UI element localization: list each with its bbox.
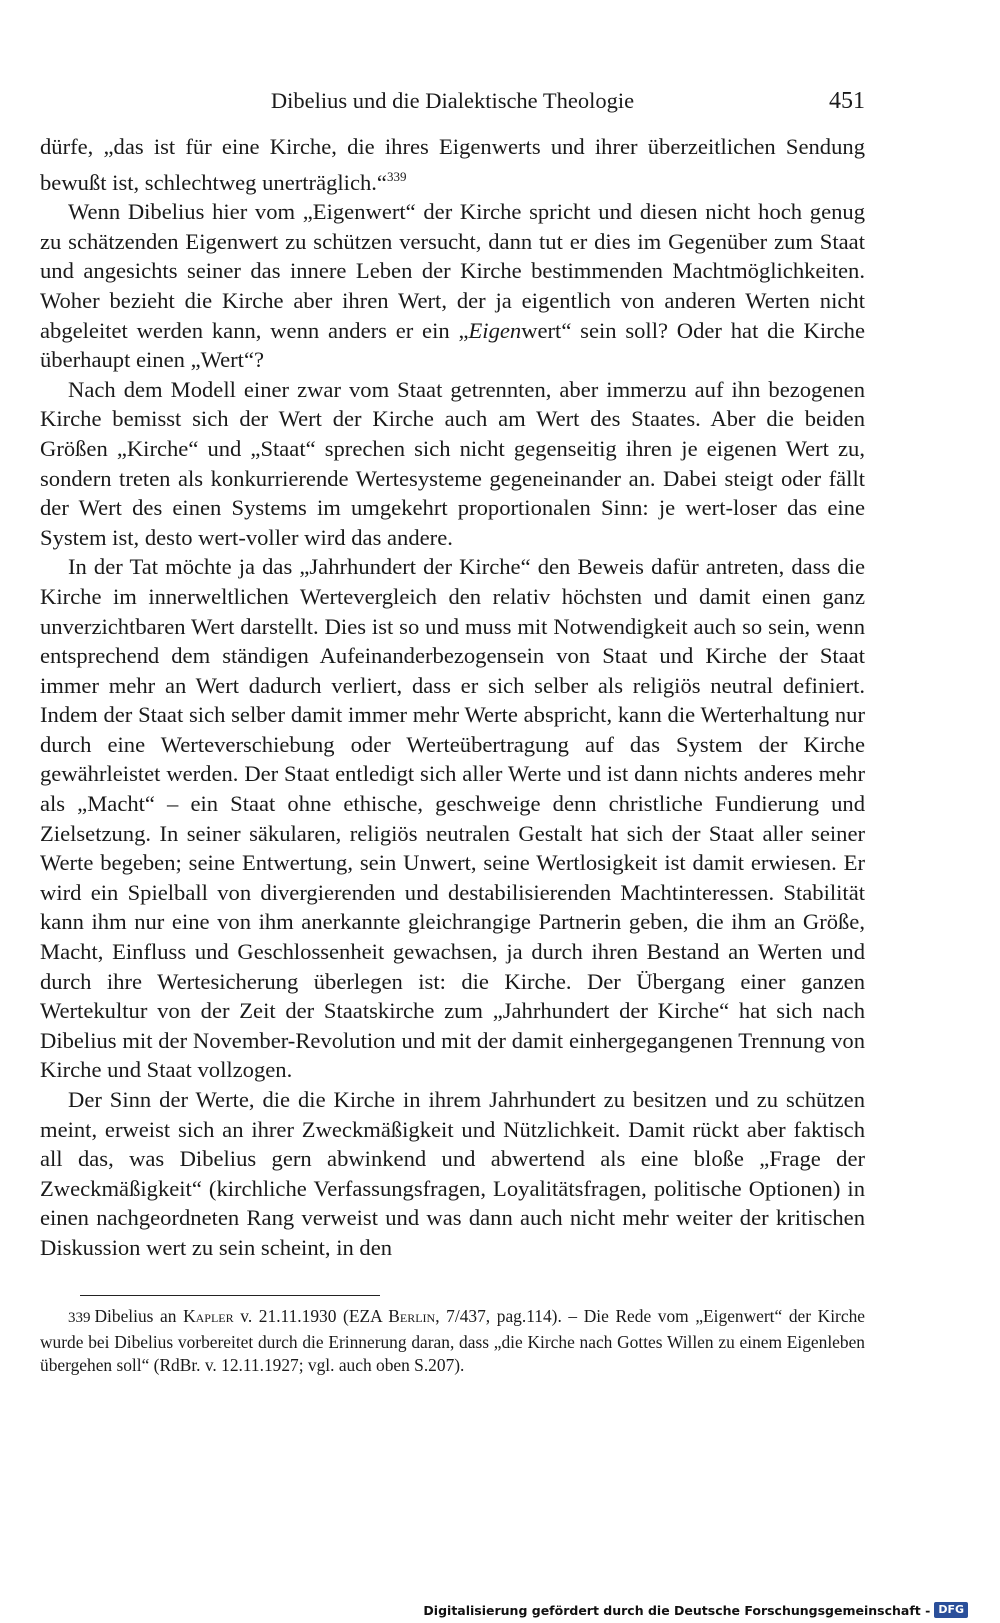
body-text — [40, 132, 865, 1263]
footnote-text-1: Dibelius an — [94, 1306, 184, 1326]
paragraph-2-text-a: Wenn Dibelius hier vom „Eigenwert“ der Kirche spricht und diesen nicht hoch genug zu schätzenden Eigenwert zu schützen versucht, dann tut er dies im Gegenüber zum Staat und angesichts seiner das innere Leben der Kirche bestimmenden Machtmöglichkeiten. Woher bezieht die Kirche aber ihren Wert, der ja eigentlich von anderen Werten nicht abgeleitet werden kann, wenn anders er ein „ — [40, 199, 865, 343]
footnote-text-2: v. 21.11.1930 (EZA — [233, 1306, 389, 1326]
footnote-name-kapler: Kapler — [183, 1306, 234, 1326]
footnote-name-berlin: Berlin — [388, 1306, 436, 1326]
paragraph-1 — [40, 132, 865, 197]
footnote-reference: 339 — [386, 168, 407, 184]
footnote-number: 339 — [68, 1310, 91, 1326]
page-number: 451 — [829, 88, 865, 114]
running-title: Dibelius und die Dialektische Theologie — [270, 88, 635, 113]
footnote-text-3: , 7/437, pag.114). – Die Rede vom „Eigenwert“ der Kirche wurde bei Dibelius vorbereitet durch die Erinnerung daran, dass „die Kirche nach Gottes Willen zu einem Eigenleben übergehen soll“ (RdBr. v. 12.11.1927; vgl. auch oben S.207). — [40, 1306, 865, 1375]
paragraph-3: Nach dem Modell einer zwar vom Staat getrennten, aber immerzu auf ihn bezogenen Kirche bemisst sich der Wert der Kirche auch am Wert des Staates. Aber die beiden Größen „Kirche“ und „Staat“ sprechen sich nicht gegenseitig ihren je eigenen Wert zu, sondern treten als konkurrierende Wertesysteme gegeneinander an. Dabei steigt oder fällt der Wert des einen Systems im umgekehrt proportionalen Sinn: je wert-loser das eine System ist, desto wert-voller wird das andere. — [40, 376, 865, 550]
scan-credit-text: Digitalisierung gefördert durch die Deutsche Forschungsgemeinschaft - — [423, 1602, 931, 1618]
footnote-divider — [80, 1295, 380, 1296]
paragraph-4: In der Tat möchte ja das „Jahrhundert der Kirche“ den Beweis dafür antreten, dass die Kirche im innerweltlichen Wertevergleich den relativ höchsten und damit einen ganz unverzichtbaren Wert darstellt. Dies ist so und muss mit Notwendigkeit auch so sein, wenn entsprechend dem ständigen Aufeinanderbezogensein von Staat und Kirche der Staat immer mehr an Wert dadurch verliert, dass er sich selber als religiös neutral definiert. Indem der Staat sich selber damit immer mehr Werte abspricht, kann die Werterhaltung nur durch eine Werteverschiebung oder Werteübertragung auf das System der Kirche gewährleistet werden. Der Staat entledigt sich aller Werte und ist dann nichts anderes mehr als „Macht“ – ein Staat ohne ethische, geschweige denn christliche Fundierung und Zielsetzung. In seiner säkularen, religiös neutralen Gestalt hat sich der Staat aller seiner Werte begeben; seine Entwertung, sein Unwert, seine Wertlosigkeit ist damit erwiesen. Er wird ein Spielball von divergierenden und destabilisierenden Machtinteressen. Stabilität kann ihm nur eine von ihm anerkannte gleichrangige Partnerin geben, die ihm an Größe, Macht, Einfluss und Geschlossenheit gewachsen, ja durch ihren Bestand an Werten und durch ihre Wertesicherung überlegen ist: die Kirche. Der Übergang einer ganzen Wertekultur von der Zeit der Staatskirche zum „Jahrhundert der Kirche“ hat sich nach Dibelius mit der November-Revolution und mit der damit einhergegangenen Trennung von Kirche und Staat vollzogen. — [40, 554, 865, 1083]
dfg-logo-icon: DFG — [934, 1602, 968, 1618]
paragraph-2 — [40, 197, 865, 375]
running-head — [40, 84, 865, 118]
paragraph-5: Der Sinn der Werte, die die Kirche in ihrem Jahrhundert zu besitzen und zu schützen meint, erweist sich an ihrer Zweckmäßigkeit und Nützlichkeit. Damit rückt aber faktisch all das, was Dibelius gern abwinkend und abwertend als eine bloße „Frage der Zweckmäßigkeit“ (kirchliche Verfassungsfragen, Loyalitätsfragen, politische Optionen) in einen nachgeordneten Rang verweist und was dann auch nicht mehr weiter der kritischen Diskussion wert zu sein scheint, in den — [40, 1087, 865, 1260]
paragraph-2-text-b: wert“ sein soll? Oder hat die Kirche überhaupt einen „Wert“? — [40, 317, 865, 373]
footnote-text — [40, 1305, 865, 1378]
paragraph-2-emphasis: Eigen — [468, 317, 522, 343]
paragraph-1-text: dürfe, „das ist für eine Kirche, die ihres Eigenwerts und ihrer überzeitlichen Sendung bewußt ist, schlechtweg unerträglich.“ — [40, 134, 865, 195]
footnote-339 — [40, 1305, 865, 1378]
scan-credit — [423, 1601, 968, 1619]
